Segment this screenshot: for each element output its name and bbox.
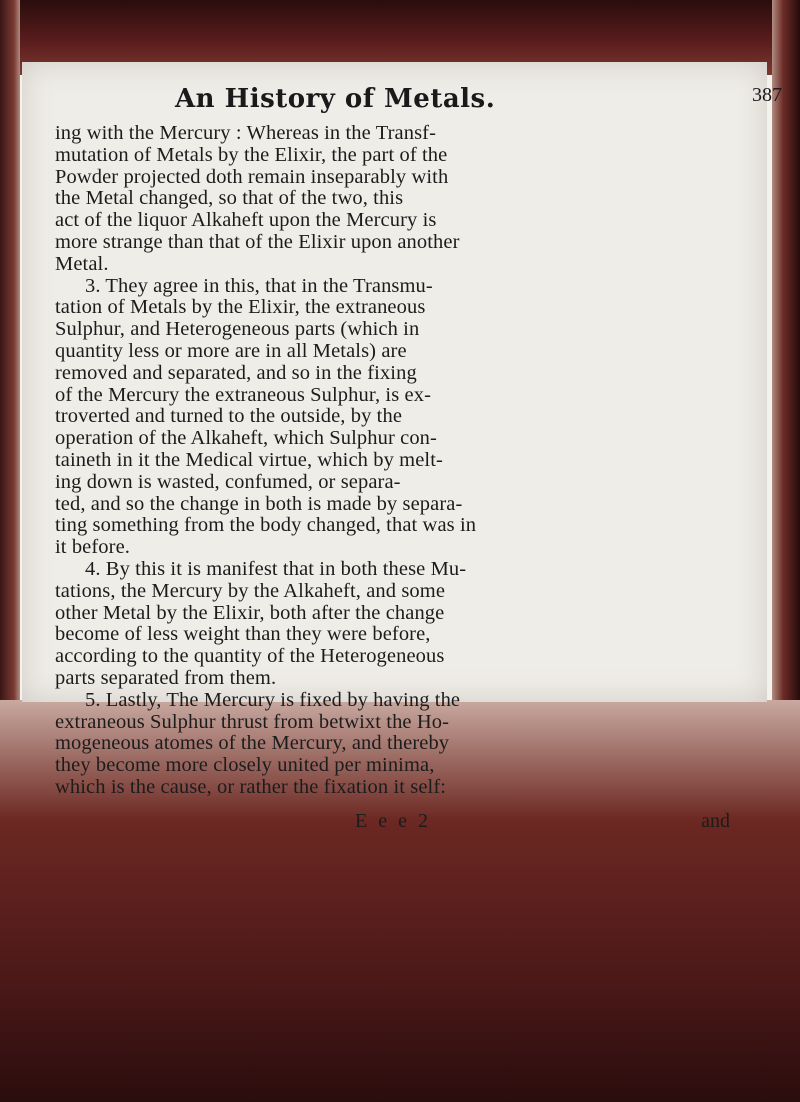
text-line: the Metal changed, so that of the two, this <box>55 187 404 210</box>
text-line: ing down is wasted, confumed, or separa- <box>55 470 401 493</box>
page-footer <box>55 810 740 836</box>
body-text <box>55 123 740 799</box>
text-line: become of less weight than they were before, <box>55 623 431 646</box>
text-line: tations, the Mercury by the Alkaheft, and some <box>55 579 446 602</box>
text-line: they become more closely united per minima, <box>55 754 435 777</box>
text-line: which is the cause, or rather the fixation it self: <box>55 775 447 798</box>
text-line: more strange than that of the Elixir upon another <box>55 230 460 253</box>
text-line: quantity less or more are in all Metals) are <box>55 339 407 362</box>
text-line: Powder projected doth remain inseparably with <box>55 165 449 188</box>
text-line: removed and separated, and so in the fixing <box>55 361 417 384</box>
text-line: Sulphur, and Heterogeneous parts (which in <box>55 318 420 341</box>
text-line: taineth in it the Medical virtue, which by melt- <box>55 448 443 471</box>
text-line: ted, and so the change in both is made by separa- <box>55 492 463 515</box>
text-line: it before. <box>55 536 130 559</box>
text-line: mogeneous atomes of the Mercury, and thereby <box>55 732 450 755</box>
text-line: parts separated from them. <box>55 666 277 689</box>
text-line: according to the quantity of the Heterogeneous <box>55 645 445 668</box>
text-line: 5. Lastly, The Mercury is fixed by having the <box>85 688 461 711</box>
text-line: act of the liquor Alkaheft upon the Mercury is <box>55 209 437 232</box>
text-line: extraneous Sulphur thrust from betwixt the Ho- <box>55 710 450 733</box>
signature-mark: E e e 2 <box>355 810 431 832</box>
text-line: 4. By this it is manifest that in both these Mu- <box>85 557 467 580</box>
text-line: Metal. <box>55 252 109 275</box>
text-line: troverted and turned to the outside, by the <box>55 405 403 428</box>
text-line: of the Mercury the extraneous Sulphur, is ex- <box>55 383 431 406</box>
text-line: ing with the Mercury : Whereas in the Transf- <box>55 122 437 144</box>
text-line: tation of Metals by the Elixir, the extraneous <box>55 296 426 319</box>
text-line: mutation of Metals by the Elixir, the part of the <box>55 143 448 166</box>
text-line: ting something from the body changed, that was in <box>55 514 477 537</box>
text-line: operation of the Alkaheft, which Sulphur con- <box>55 427 437 450</box>
running-title: An History of Metals. <box>175 84 496 114</box>
page-number: 387 <box>752 84 782 106</box>
text-line: 3. They agree in this, that in the Transmu- <box>85 274 433 297</box>
text-line: other Metal by the Elixir, both after the change <box>55 601 445 624</box>
catchword: and <box>701 810 730 832</box>
